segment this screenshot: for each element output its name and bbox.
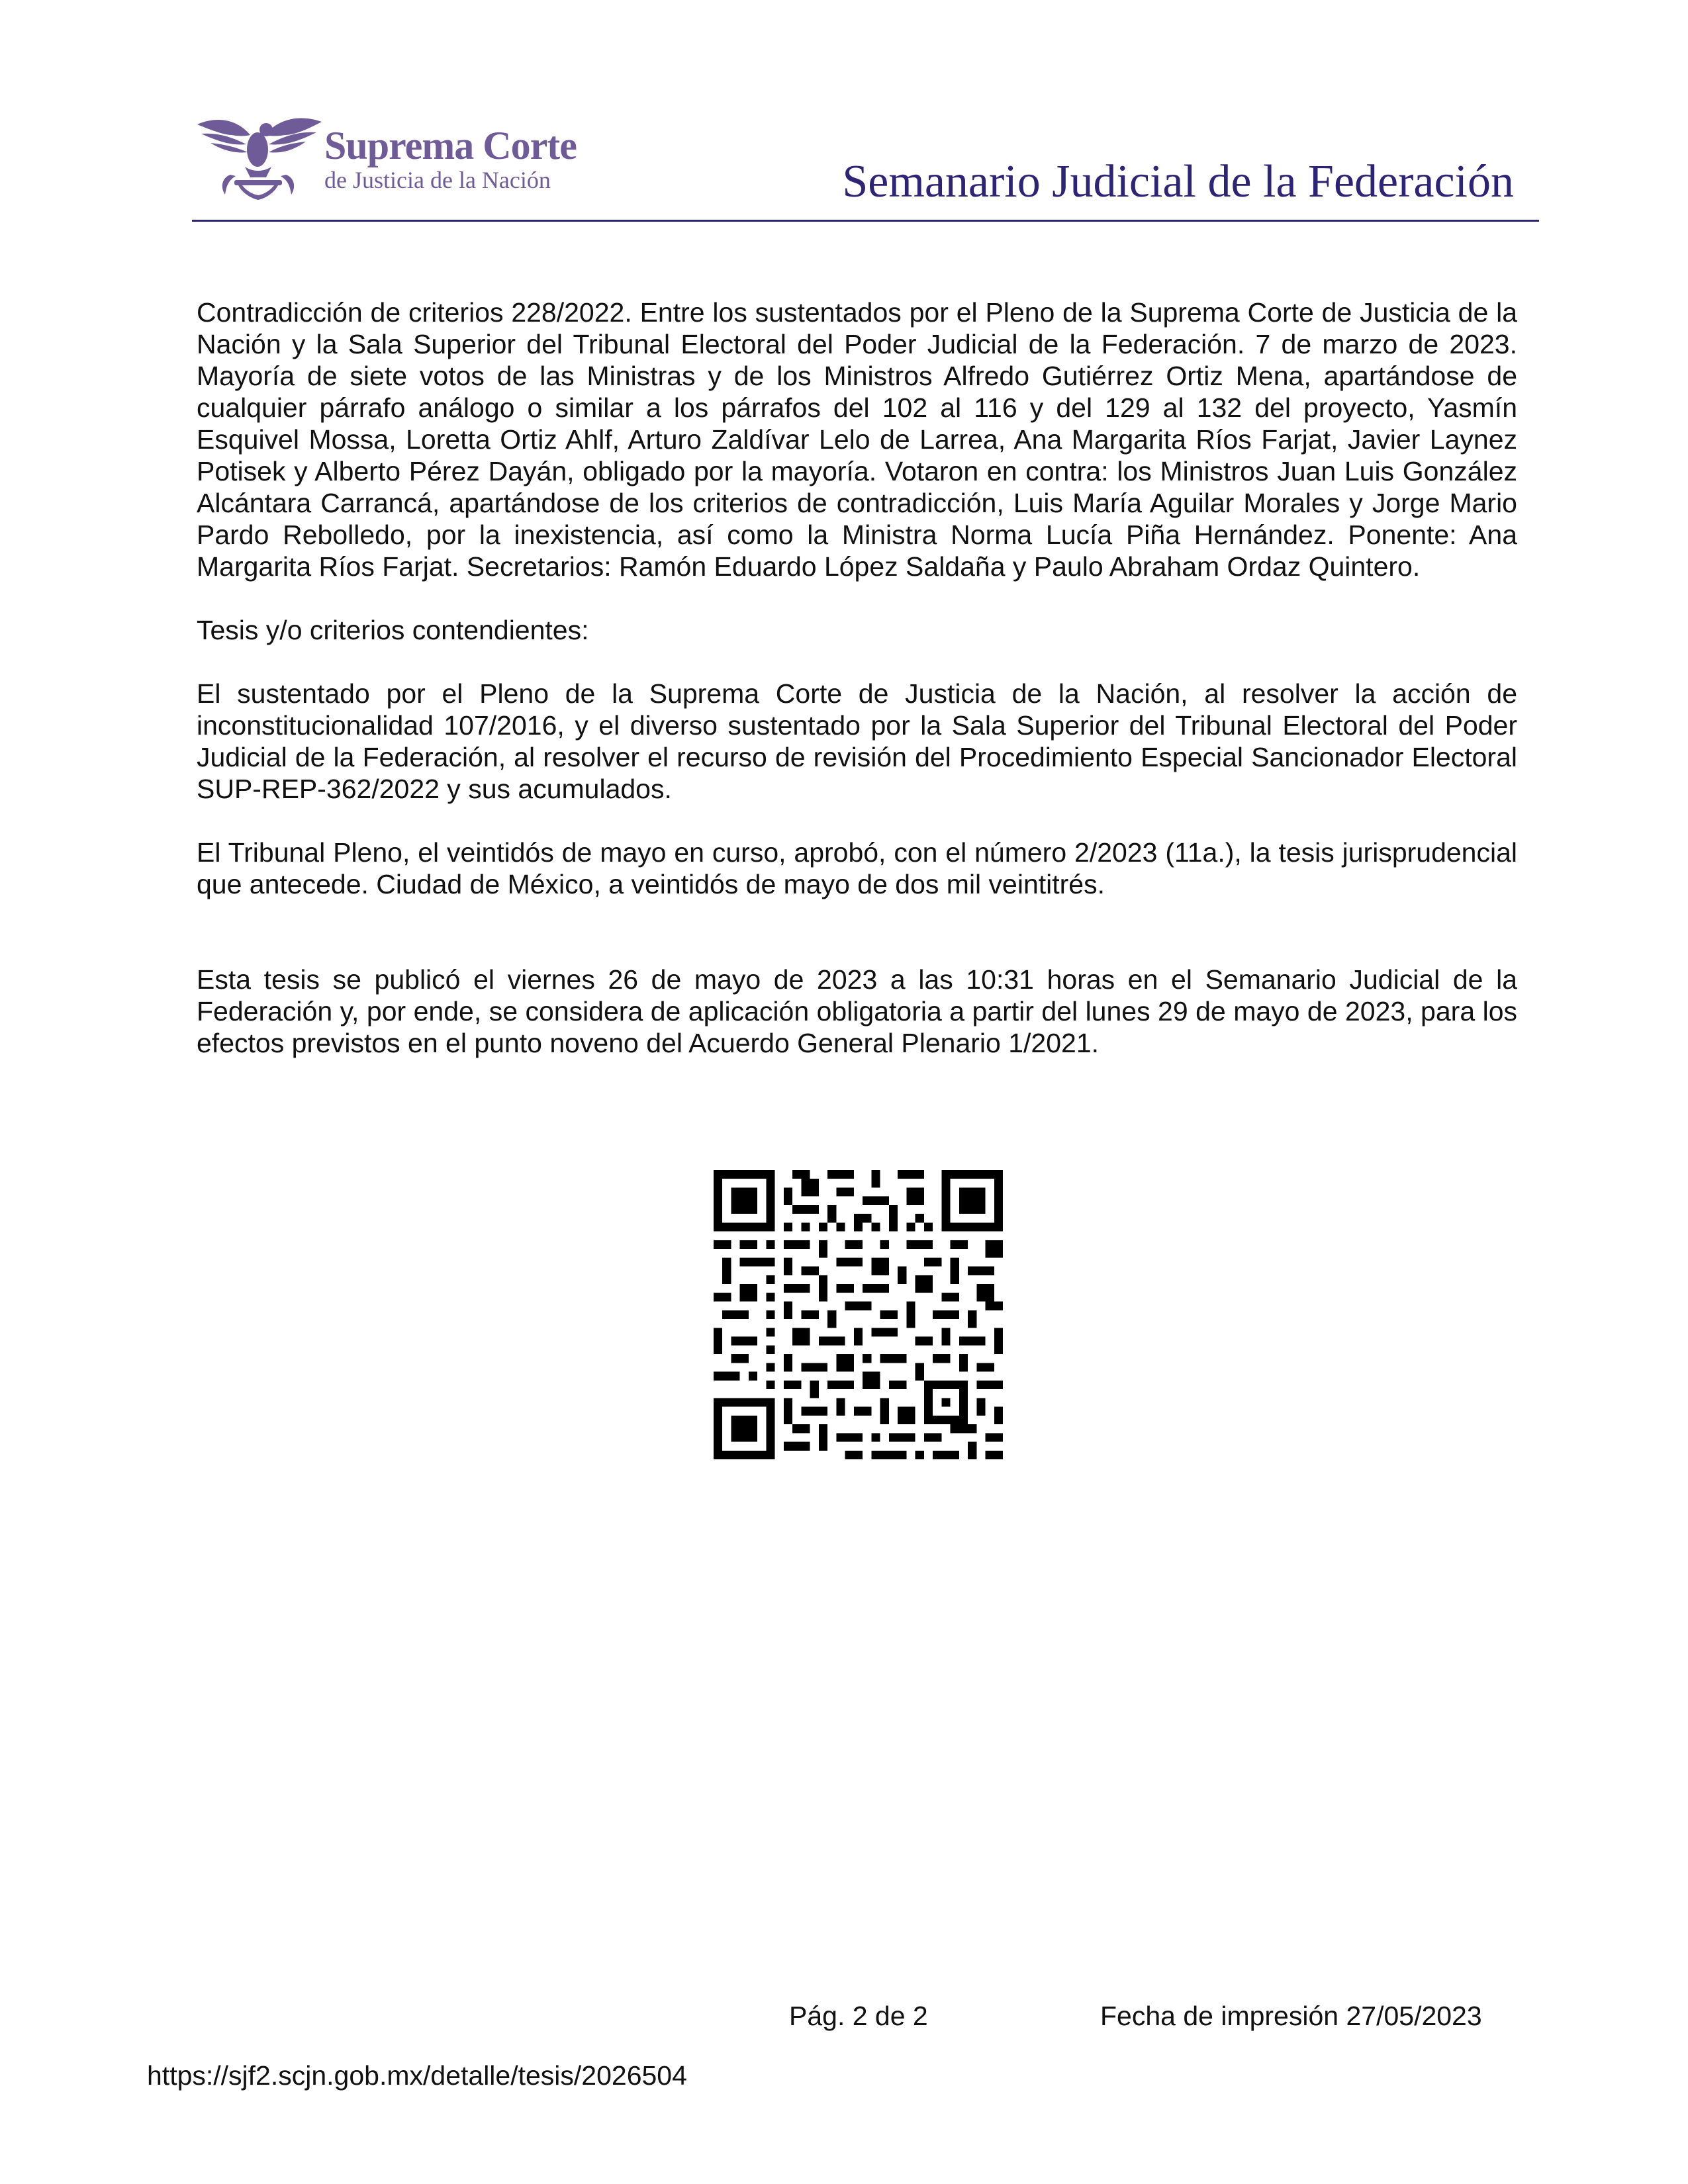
paragraph-publication: Esta tesis se publicó el viernes 26 de mayo de 2023 a las 10:31 horas en el Semanario Judicial de la Federación y, por ende, se considera de aplicación obligatoria a partir del lunes 29 de mayo de 2023, para los efectos previstos en el punto noveno del Acuerdo General Plenario 1/2021. xyxy=(197,964,1517,1058)
page-header xyxy=(192,106,1539,225)
eagle-emblem-icon xyxy=(192,106,324,205)
paragraph-heading-tesis: Tesis y/o criterios contendientes: xyxy=(197,615,589,645)
page-number: Pág. 2 de 2 xyxy=(789,2001,928,2031)
qr-code-icon xyxy=(714,1170,1003,1459)
document-body xyxy=(197,296,1517,1091)
paragraph-contradiction: Contradicción de criterios 228/2022. Entre los sustentados por el Pleno de la Suprema Corte de Justicia de la Nación y la Sala Superior del Tribunal Electoral del Poder Judicial de la Federación. 7 de marzo de 2023. Mayoría de siete votos de las Ministras y de los Ministros Alfredo Gutiérrez Ortiz Mena, apartándose de cualquier párrafo análogo o similar a los párrafos del 102 al 116 y del 129 al 132 del proyecto, Yasmín Esquivel Mossa, Loretta Ortiz Ahlf, Arturo Zaldívar Lelo de Larrea, Ana Margarita Ríos Farjat, Javier Laynez Potisek y Alberto Pérez Dayán, obligado por la mayoría. Votaron en contra: los Ministros Juan Luis González Alcántara Carrancá, apartándose de los criterios de contradicción, Luis María Aguilar Morales y Jorge Mario Pardo Rebolledo, por la inexistencia, así como la Ministra Norma Lucía Piña Hernández. Ponente: Ana Margarita Ríos Farjat. Secretarios: Ramón Eduardo López Saldaña y Paulo Abraham Ordaz Quintero. xyxy=(197,297,1517,582)
header-divider xyxy=(192,220,1539,222)
paragraph-contendientes: El sustentado por el Pleno de la Suprema Corte de Justicia de la Nación, al resolver la acción de inconstitucionalidad 107/2016, y el diverso sustentado por la Sala Superior del Tribunal Electoral del Poder Judicial de la Federación, al resolver el recurso de revisión del Procedimiento Especial Sancionador Electoral SUP-REP-362/2022 y sus acumulados. xyxy=(197,678,1517,804)
publication-title: Semanario Judicial de la Federación xyxy=(842,156,1514,207)
source-url: https://sjf2.scjn.gob.mx/detalle/tesis/2026504 xyxy=(147,2060,687,2091)
paragraph-approval: El Tribunal Pleno, el veintidós de mayo en curso, aprobó, con el número 2/2023 (11a.), la tesis jurisprudencial que antecede. Ciudad de México, a veintidós de mayo de dos mil veintitrés. xyxy=(197,837,1517,899)
print-date: Fecha de impresión 27/05/2023 xyxy=(1100,2001,1482,2031)
logo-line-2: de Justicia de la Nación xyxy=(324,167,551,193)
institution-logo-text xyxy=(324,124,577,193)
logo-line-1: Suprema Corte xyxy=(324,124,577,167)
